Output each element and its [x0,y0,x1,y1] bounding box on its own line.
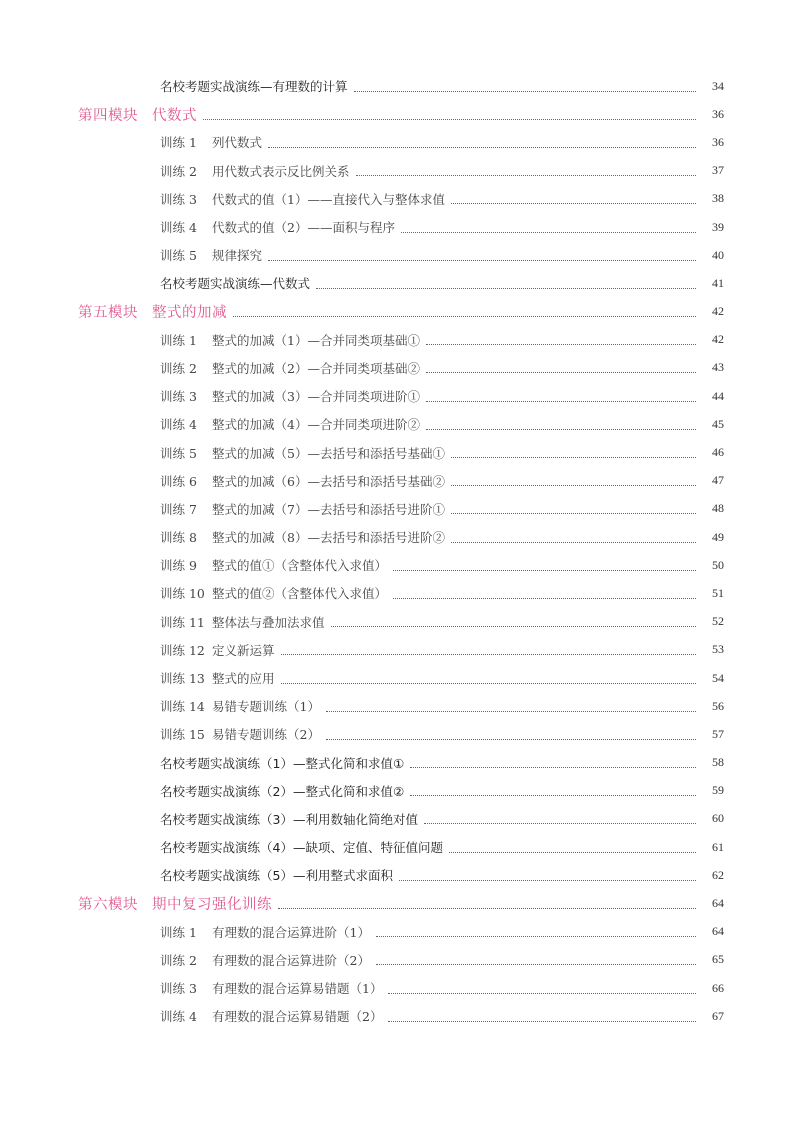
training-number: 训练 1 [160,135,197,151]
toc-entry-title: 整式的加减（5）—去括号和添括号基础① [212,445,445,461]
toc-page-number: 47 [712,473,724,488]
toc-entry-exam[interactable] [0,833,800,861]
toc-entry-title: 整式的加减（8）—去括号和添括号进阶② [212,530,445,546]
leader-dots [451,513,696,514]
module-heading-4[interactable] [0,100,800,128]
leader-dots [326,739,696,740]
toc-page-number: 40 [712,247,724,262]
leader-dots [268,260,696,261]
leader-dots [354,91,696,92]
toc-entry-label [160,190,447,208]
toc-entry-label [160,359,422,377]
training-number: 训练 3 [160,981,197,997]
toc-page-number: 59 [712,783,724,798]
toc-entry-training[interactable] [0,720,800,748]
module-number: 第四模块 [78,107,138,124]
toc-page-number: 39 [712,219,724,234]
table-of-contents [0,72,800,1030]
module-number: 第六模块 [78,897,138,914]
toc-entry-training[interactable] [0,692,800,720]
toc-entry-training[interactable] [0,354,800,382]
toc-entry-exam[interactable] [0,777,800,805]
toc-entry-training[interactable] [0,608,800,636]
toc-entry-training[interactable] [0,523,800,551]
training-number: 训练 11 [160,614,205,630]
toc-page-number: 57 [712,726,724,741]
leader-dots [278,908,696,909]
toc-entry-title: 易错专题训练（1） [212,699,320,715]
training-number: 训练 14 [160,699,205,715]
training-number: 训练 8 [160,530,197,546]
toc-entry-title: 整式的加减（4）—合并同类项进阶② [212,417,420,433]
leader-dots [388,993,696,994]
toc-entry-training[interactable] [0,467,800,495]
leader-dots [331,626,696,627]
toc-entry-training[interactable] [0,664,800,692]
toc-page-number: 38 [712,191,724,206]
toc-page-number: 48 [712,501,724,516]
toc-page-number: 67 [712,1008,724,1023]
training-number: 训练 5 [160,445,197,461]
toc-page-number: 41 [712,275,724,290]
toc-entry-title: 整式的加减（1）—合并同类项基础① [212,332,420,348]
module-heading-label [78,104,199,125]
toc-page-number: 53 [712,642,724,657]
toc-entry-training[interactable] [0,946,800,974]
training-number: 训练 10 [160,586,205,602]
module-heading-label [78,301,229,322]
toc-entry-training[interactable] [0,213,800,241]
toc-entry-title: 代数式的值（1）——直接代入与整体求值 [212,191,445,207]
toc-entry-training[interactable] [0,326,800,354]
toc-entry-training[interactable] [0,495,800,523]
leader-dots [393,598,696,599]
training-number: 训练 4 [160,417,197,433]
toc-entry-label [160,669,277,687]
toc-page-number: 64 [712,896,724,911]
toc-page-number: 58 [712,755,724,770]
toc-entry-label [160,331,422,349]
toc-entry-label [160,500,447,518]
toc-entry-title: 整体法与叠加法求值 [212,614,325,630]
leader-dots [426,429,696,430]
toc-entry-label [160,556,389,574]
toc-entry-label [160,415,422,433]
toc-page-number: 56 [712,698,724,713]
toc-entry-title: 整式的值①（含整体代入求值） [212,558,388,574]
training-number: 训练 4 [160,220,197,236]
leader-dots [393,570,696,571]
toc-entry-training[interactable] [0,157,800,185]
toc-entry-label [160,472,447,490]
toc-page-number: 62 [712,867,724,882]
module-title: 期中复习强化训练 [152,897,272,914]
toc-page-number: 36 [712,134,724,149]
leader-dots [426,372,696,373]
toc-entry-label [160,951,372,969]
toc-page-number: 49 [712,529,724,544]
toc-entry-training[interactable] [0,636,800,664]
toc-entry-label [160,387,422,405]
toc-entry-title: 有理数的混合运算进阶（1） [212,924,370,940]
toc-entry-label [160,584,389,602]
training-number: 训练 4 [160,1009,197,1025]
leader-dots [410,767,696,768]
toc-entry-training[interactable] [0,382,800,410]
toc-entry-title: 名校考题实战演练（5）—利用整式求面积 [160,868,393,884]
toc-page-number: 66 [712,980,724,995]
toc-page-number: 44 [712,388,724,403]
toc-entry-title: 整式的加减（3）—合并同类项进阶① [212,389,420,405]
toc-page-number: 46 [712,445,724,460]
toc-entry-label [160,979,384,997]
toc-entry-title: 规律探究 [212,248,263,264]
toc-entry-training[interactable] [0,438,800,466]
toc-entry-title: 名校考题实战演练（3）—利用数轴化简绝对值 [160,811,418,827]
leader-dots [426,344,696,345]
toc-entry-title: 整式的应用 [212,671,275,687]
leader-dots [449,852,696,853]
toc-entry-title: 整式的加减（6）—去括号和添括号基础② [212,473,445,489]
toc-entry-label [160,218,397,236]
toc-entry-training[interactable] [0,551,800,579]
training-number: 训练 2 [160,952,197,968]
training-number: 训练 3 [160,191,197,207]
module-heading-label [78,893,274,914]
training-number: 训练 6 [160,473,197,489]
toc-entry-exam[interactable] [0,72,800,100]
toc-entry-title: 定义新运算 [212,642,275,658]
toc-entry-training[interactable] [0,918,800,946]
leader-dots [203,119,696,120]
toc-entry-training[interactable] [0,128,800,156]
leader-dots [426,401,696,402]
toc-entry-label [160,923,372,941]
toc-page-number: 45 [712,416,724,431]
toc-entry-label [160,613,327,631]
training-number: 训练 2 [160,360,197,376]
module-heading-6[interactable] [0,889,800,917]
training-number: 训练 13 [160,671,205,687]
toc-entry-title: 有理数的混合运算易错题（2） [212,1009,383,1025]
training-number: 训练 15 [160,727,205,743]
training-number: 训练 9 [160,558,197,574]
toc-page-number: 42 [712,332,724,347]
toc-page-number: 52 [712,614,724,629]
module-title: 整式的加减 [152,305,227,322]
toc-entry-title: 名校考题实战演练（1）—整式化简和求值① [160,755,405,771]
toc-entry-title: 名校考题实战演练（2）—整式化简和求值② [160,783,405,799]
toc-page-number: 34 [712,78,724,93]
toc-entry-label [160,725,322,743]
training-number: 训练 12 [160,642,205,658]
leader-dots [388,1021,696,1022]
toc-entry-training[interactable] [0,410,800,438]
training-number: 训练 1 [160,332,197,348]
leader-dots [316,288,696,289]
toc-entry-title: 名校考题实战演练（4）—缺项、定值、特征值问题 [160,840,443,856]
toc-entry-title: 名校考题实战演练—代数式 [160,276,311,292]
toc-entry-title: 整式的加减（7）—去括号和添括号进阶① [212,501,445,517]
leader-dots [281,654,696,655]
toc-page-number: 54 [712,670,724,685]
toc-entry-label [160,641,277,659]
leader-dots [424,823,696,824]
leader-dots [451,542,696,543]
module-number: 第五模块 [78,305,138,322]
leader-dots [376,936,696,937]
toc-entry-title: 名校考题实战演练—有理数的计算 [160,79,348,95]
toc-page-number: 37 [712,163,724,178]
module-heading-5[interactable] [0,298,800,326]
toc-entry-training[interactable] [0,185,800,213]
toc-entry-label [160,162,352,180]
toc-entry-training[interactable] [0,974,800,1002]
toc-entry-label [160,133,264,151]
leader-dots [410,795,696,796]
toc-entry-exam[interactable] [0,749,800,777]
toc-entry-exam[interactable] [0,805,800,833]
toc-page-number: 61 [712,839,724,854]
toc-entry-label [160,528,447,546]
leader-dots [451,485,696,486]
toc-entry-label [160,444,447,462]
toc-entry-title: 整式的加减（2）—合并同类项基础② [212,360,420,376]
toc-entry-label [160,1007,384,1025]
toc-page-number: 43 [712,360,724,375]
leader-dots [356,175,696,176]
training-number: 训练 2 [160,163,197,179]
toc-entry-training[interactable] [0,241,800,269]
leader-dots [268,147,696,148]
leader-dots [326,711,696,712]
toc-entry-label [160,246,264,264]
toc-page-number: 36 [712,106,724,121]
toc-entry-title: 有理数的混合运算易错题（1） [212,981,383,997]
training-number: 训练 3 [160,389,197,405]
toc-page-number: 51 [712,585,724,600]
toc-page-number: 65 [712,952,724,967]
toc-page-number: 64 [712,924,724,939]
leader-dots [451,457,696,458]
leader-dots [401,232,696,233]
toc-entry-title: 有理数的混合运算进阶（2） [212,952,370,968]
toc-entry-title: 列代数式 [212,135,263,151]
toc-entry-exam[interactable] [0,269,800,297]
toc-entry-title: 用代数式表示反比例关系 [212,163,350,179]
training-number: 训练 5 [160,248,197,264]
leader-dots [233,316,696,317]
leader-dots [451,203,696,204]
leader-dots [376,964,696,965]
toc-entry-training[interactable] [0,579,800,607]
toc-entry-title: 整式的值②（含整体代入求值） [212,586,388,602]
leader-dots [399,880,696,881]
module-title: 代数式 [152,107,197,124]
toc-entry-title: 代数式的值（2）——面积与程序 [212,220,395,236]
training-number: 训练 1 [160,924,197,940]
toc-page-number: 50 [712,557,724,572]
leader-dots [281,683,696,684]
toc-page-number: 60 [712,811,724,826]
toc-entry-training[interactable] [0,1002,800,1030]
toc-entry-title: 易错专题训练（2） [212,727,320,743]
toc-page-number: 42 [712,304,724,319]
toc-entry-exam[interactable] [0,861,800,889]
toc-entry-label [160,697,322,715]
training-number: 训练 7 [160,501,197,517]
